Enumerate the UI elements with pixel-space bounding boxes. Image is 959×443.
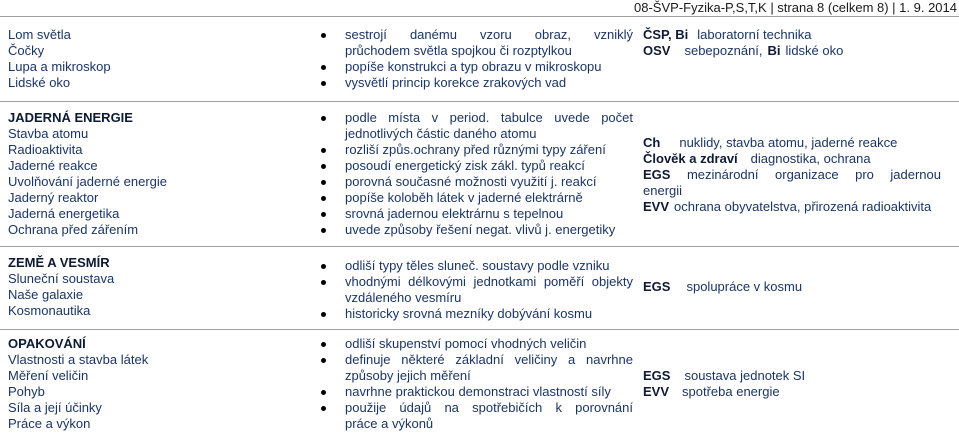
outcome-line: historicky srovná mezníky dobývání kosmu <box>345 306 593 321</box>
bullet-icon <box>321 342 326 347</box>
bullet-icon <box>321 212 326 217</box>
link-item <box>643 43 957 59</box>
outcome-line: navrhne praktickou demonstraci vlastností síly <box>345 384 611 399</box>
row-2-outcomes <box>345 110 633 238</box>
topic-item: Pohyb <box>8 384 45 399</box>
outcome-item <box>345 306 633 322</box>
topic-item: Čočky <box>8 43 45 58</box>
topic-item: Jaderná energetika <box>8 206 120 221</box>
row-divider <box>0 329 959 330</box>
topic-item: Sluneční soustava <box>8 271 115 286</box>
outcome-line: porovná současné možnosti využití j. reakcí <box>345 174 597 189</box>
link-item <box>643 167 941 183</box>
outcome-line: odliší typy těles sluneč. soustavy podle vzniku <box>345 258 610 273</box>
outcome-item <box>345 174 633 190</box>
row-4-topics <box>8 336 303 432</box>
bullet-icon <box>321 264 326 269</box>
bullet-icon <box>321 406 326 411</box>
page-header: 08-ŠVP-Fyzika-P,S,T,K | strana 8 (celkem 8) | 1. 9. 2014 <box>634 0 957 15</box>
row-2-links <box>643 135 957 215</box>
row-4-outcomes <box>345 336 633 432</box>
outcome-line: sestrojí danému vzoru obraz, vzniklý <box>345 27 633 42</box>
outcome-item <box>345 110 633 142</box>
link-item <box>643 384 957 400</box>
bullet-icon <box>321 116 326 121</box>
outcome-line: použije údajů na spotřebičích k porovnání <box>345 400 633 415</box>
bullet-icon <box>321 390 326 395</box>
row-divider <box>0 246 959 247</box>
link-text: soustava jednotek SI <box>684 368 806 383</box>
link-label: OSV <box>643 43 671 58</box>
link-text: sebepoznání, <box>684 43 763 58</box>
row-1-topics <box>8 27 303 91</box>
link-label: Člověk a zdraví <box>643 151 738 166</box>
topic-item: Síla a její účinky <box>8 400 102 415</box>
topic-item: Vlastnosti a stavba látek <box>8 352 149 367</box>
link-label: Ch <box>643 135 661 150</box>
link-label: EGS <box>643 368 671 383</box>
link-label: ČSP, Bi <box>643 27 689 42</box>
link-item <box>643 279 957 295</box>
topic-item: Lupa a mikroskop <box>8 59 111 74</box>
topic-title: ZEMĚ A VESMÍR <box>8 255 110 270</box>
bullet-icon <box>321 164 326 169</box>
outcome-item <box>345 400 633 432</box>
row-divider <box>0 101 959 102</box>
topic-item: Kosmonautika <box>8 303 91 318</box>
table-top-rule <box>0 16 959 17</box>
outcome-line: práce a výkonů <box>345 416 434 431</box>
topic-title: OPAKOVÁNÍ <box>8 336 86 351</box>
topic-item: Jaderný reaktor <box>8 190 99 205</box>
outcome-line: podle místa v period. tabulce uvede počet <box>345 110 633 125</box>
link-label: EVV <box>643 384 670 399</box>
outcome-line: vzdáleného vesmíru <box>345 290 462 305</box>
outcome-line: popíše konstrukci a typ obrazu v mikroskopu <box>345 59 602 74</box>
link-text: mezinárodní organizace pro jadernou <box>686 167 941 182</box>
outcome-item <box>345 75 633 91</box>
link-text: energii <box>643 183 683 198</box>
bullet-icon <box>321 33 326 38</box>
outcome-item <box>345 352 633 384</box>
outcome-line: rozliší způs.ochrany před různými typy záření <box>345 142 606 157</box>
bullet-icon <box>321 148 326 153</box>
outcome-item <box>345 258 633 274</box>
outcome-line: srovná jadernou elektrárnu s tepelnou <box>345 206 564 221</box>
topic-item: Naše galaxie <box>8 287 84 302</box>
outcome-item <box>345 190 633 206</box>
topic-item: Radioaktivita <box>8 142 83 157</box>
outcome-line: uvede způsoby řešení negat. vlivů j. energetiky <box>345 222 616 237</box>
row-3-outcomes <box>345 258 633 322</box>
link-text: spolupráce v kosmu <box>686 279 803 294</box>
bullet-icon <box>321 65 326 70</box>
link-text: nuklidy, stavba atomu, jaderné reakce <box>679 135 898 150</box>
row-4-links <box>643 368 957 400</box>
topic-item: Stavba atomu <box>8 126 89 141</box>
row-1-outcomes <box>345 27 633 91</box>
outcome-line: odliší skupenství pomocí vhodných veličin <box>345 336 587 351</box>
topic-item: Práce a výkon <box>8 416 91 431</box>
topic-item: Lom světla <box>8 27 71 42</box>
bullet-icon <box>321 180 326 185</box>
topic-item: Ochrana před zářením <box>8 222 139 237</box>
bullet-icon <box>321 196 326 201</box>
bullet-icon <box>321 358 326 363</box>
link-text: ochrana obyvatelstva, přirozená radioaktivita <box>674 199 932 214</box>
row-2-topics <box>8 110 303 238</box>
topic-item: Jaderné reakce <box>8 158 98 173</box>
outcome-item <box>345 274 633 306</box>
outcome-line: způsoby jejich měření <box>345 368 471 383</box>
link-text: laboratorní technika <box>697 27 812 42</box>
outcome-item <box>345 384 633 400</box>
topic-item: Lidské oko <box>8 75 71 90</box>
topic-item: Měření veličin <box>8 368 89 383</box>
outcome-item <box>345 206 633 222</box>
link-item <box>643 27 957 43</box>
link-text: spotřeba energie <box>682 384 780 399</box>
link-item <box>643 151 957 167</box>
outcome-item <box>345 158 633 174</box>
link-item <box>643 199 957 215</box>
row-3-links <box>643 279 957 295</box>
outcome-item <box>345 336 633 352</box>
topic-title: JADERNÁ ENERGIE <box>8 110 133 125</box>
bullet-icon <box>321 280 326 285</box>
link-text: diagnostika, ochrana <box>750 151 871 166</box>
row-3-topics <box>8 255 303 319</box>
outcome-item <box>345 59 633 75</box>
outcome-line: popíše koloběh látek v jaderné elektrárně <box>345 190 583 205</box>
outcome-line: posoudí energetický zisk zákl. typů reakcí <box>345 158 585 173</box>
link-label: EGS <box>643 279 671 294</box>
outcome-line: jednotlivých částic daného atomu <box>345 126 537 141</box>
outcome-item <box>345 142 633 158</box>
link-label: Bi <box>767 43 781 58</box>
row-1-links <box>643 27 957 59</box>
outcome-item <box>345 27 633 59</box>
link-item <box>643 368 957 384</box>
link-item <box>643 135 957 151</box>
outcome-line: definuje některé základní veličiny a navrhne <box>345 352 633 367</box>
outcome-item <box>345 222 633 238</box>
bullet-icon <box>321 312 326 317</box>
bullet-icon <box>321 81 326 86</box>
link-label: EGS <box>643 167 671 182</box>
link-label: EVV <box>643 199 670 214</box>
outcome-line: průchodem světla spojkou či rozptylkou <box>345 43 572 58</box>
bullet-icon <box>321 228 326 233</box>
outcome-line: vhodnými délkovými jednotkami poměří objekty <box>345 274 633 289</box>
topic-item: Uvolňování jaderné energie <box>8 174 167 189</box>
link-text: lidské oko <box>785 43 844 58</box>
outcome-line: vysvětlí princip korekce zrakových vad <box>345 75 567 90</box>
